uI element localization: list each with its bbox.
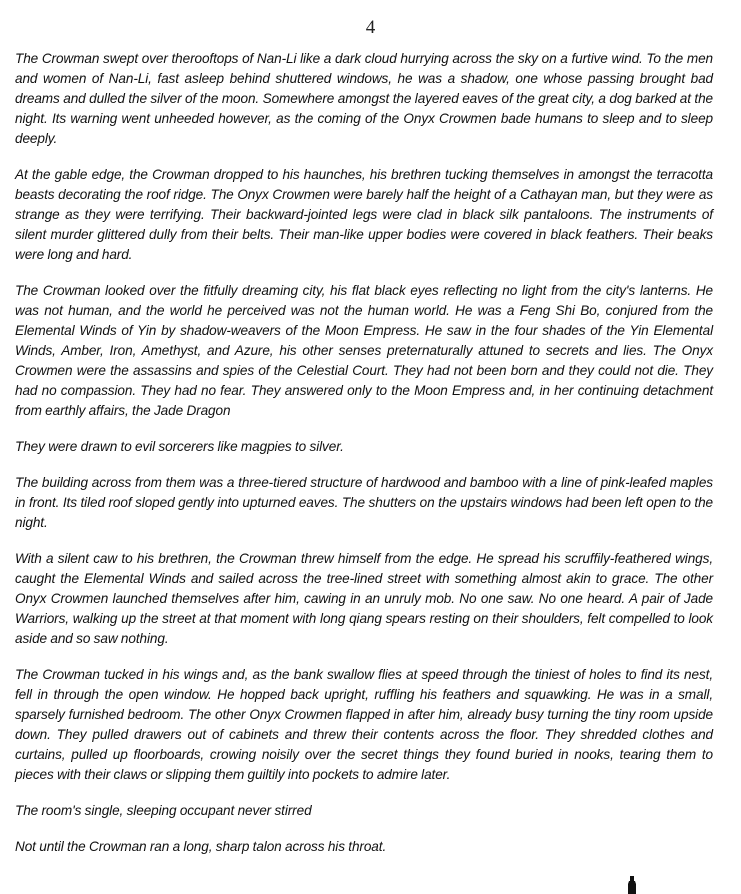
paragraph-7: The Crowman tucked in his wings and, as the bank swallow flies at speed through the tiniest of holes to find its nest, fell in through the open window. He hopped back upright, ruffling his feathers and squawking. He was in a small, sparsely furnished bedroom. The other Onyx Crowmen flapped in after him, already busy turning the tiny room upside down. They pulled drawers out of cabinets and threw their contents across the floor. They shredded clothes and curtains, pulled up floorboards, crowing noisily over the secret things they found buried in nooks, tearing them to pieces with their claws or slipping them guiltily into pockets to admire later. [15, 667, 713, 782]
paragraph-2: At the gable edge, the Crowman dropped to his haunches, his brethren tucking themselves in amongst the terracotta beasts decorating the roof ridge. The Onyx Crowmen were barely half the height of a Cathayan man, but they were as strange as they were terrifying. Their backward-jointed legs were clad in black silk pantaloons. The instruments of silent murder glittered dully from their belts. Their man-like upper bodies were covered in black feathers. Their beaks were long and hard. [15, 167, 713, 262]
body-text [15, 49, 713, 873]
paragraph-3: The Crowman looked over the fitfully dreaming city, his flat black eyes reflecting no light from the city's lanterns. He was not human, and the world he perceived was not the human world. He was a Feng Shi Bo, conjured from the Elemental Winds of Yin by shadow-weavers of the Moon Empress. He saw in the four shades of the Yin Elemental Winds, Amber, Iron, Amethyst, and Azure, his other senses preternaturally attuned to secrets and lies. The Onyx Crowmen were the assassins and spies of the Celestial Court. They had not been born and they could not die. They had no compassion. They had no fear. They answered only to the Moon Empress and, in her continuing detachment from earthly affairs, the Jade Dragon [15, 283, 713, 418]
page-number: 4 [365, 17, 376, 38]
paragraph-1: The Crowman swept over therooftops of Nan-Li like a dark cloud hurrying across the sky on a furtive wind. To the men and women of Nan-Li, fast asleep behind shuttered windows, he was a shadow, one whose passing brought bad dreams and dulled the silver of the moon. Somewhere amongst the layered eaves of the great city, a dog barked at the night. Its warning went unheeded however, as the coming of the Onyx Crowmen bade humans to sleep and to sleep deeply. [15, 51, 713, 146]
paragraph-5: The building across from them was a three-tiered structure of hardwood and bamboo with a line of pink-leafed maples in front. Its tiled roof sloped gently into upturned eaves. The shutters on the upstairs windows had been left open to the night. [15, 475, 713, 530]
paragraph-8: The room's single, sleeping occupant never stirred [15, 803, 312, 818]
paragraph-9: Not until the Crowman ran a long, sharp talon across his throat. [15, 839, 387, 854]
paragraph-4: They were drawn to evil sorcerers like magpies to silver. [15, 439, 344, 454]
paragraph-6: With a silent caw to his brethren, the Crowman threw himself from the edge. He spread his scruffily-feathered wings, caught the Elemental Winds and sailed across the tree-lined street with something almost akin to grace. The other Onyx Crowmen launched themselves after him, cawing in an unruly mob. No one saw. No one heard. A pair of Jade Warriors, walking up the street at that moment with long qiang spears resting on their shoulders, felt compelled to look aside and so saw nothing. [15, 551, 713, 646]
bottle-icon [624, 876, 640, 894]
